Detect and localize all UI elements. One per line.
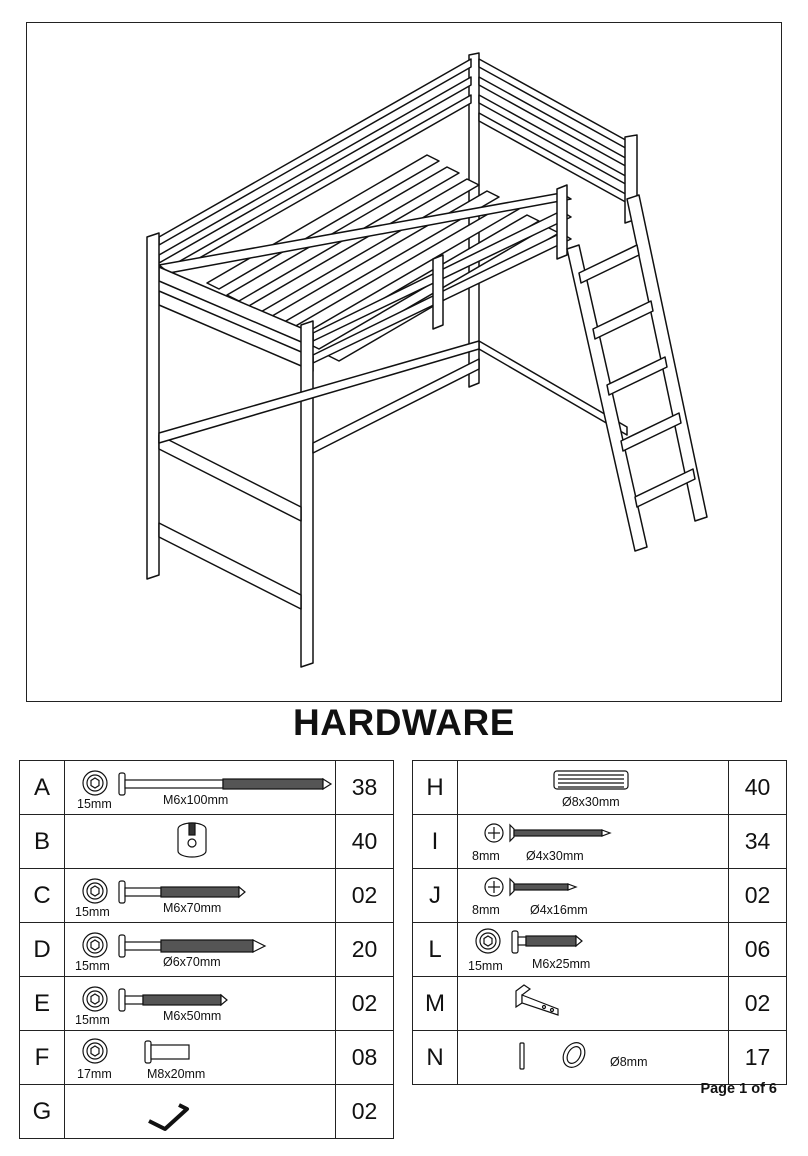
head-size-label: 8mm (472, 903, 500, 917)
part-quantity: 02 (729, 977, 787, 1031)
part-letter: B (20, 815, 65, 869)
table-row (413, 815, 787, 869)
part-letter: I (413, 815, 458, 869)
part-letter: F (20, 1031, 65, 1085)
size-label: Ø4x30mm (526, 849, 584, 863)
part-letter: G (20, 1085, 65, 1139)
part-letter: A (20, 761, 65, 815)
table-row (413, 977, 787, 1031)
size-label: M6x100mm (163, 793, 229, 807)
part-picture (65, 815, 336, 869)
table-row (20, 815, 394, 869)
part-quantity: 06 (729, 923, 787, 977)
part-quantity: 40 (729, 761, 787, 815)
part-quantity: 02 (336, 977, 394, 1031)
part-quantity: 02 (336, 869, 394, 923)
hardware-table-right (412, 760, 787, 1085)
part-quantity: 08 (336, 1031, 394, 1085)
part-picture (65, 869, 336, 923)
part-picture (458, 1031, 729, 1085)
table-row (413, 869, 787, 923)
head-size-label: 15mm (75, 959, 110, 973)
table-row (413, 761, 787, 815)
size-label: Ø4x16mm (530, 903, 588, 917)
page-number: Page 1 of 6 (700, 1081, 777, 1097)
head-size-label: 15mm (75, 1013, 110, 1027)
part-letter: M (413, 977, 458, 1031)
loft-bed-illustration (26, 22, 782, 702)
part-letter: L (413, 923, 458, 977)
head-size-label: 15mm (75, 905, 110, 919)
cap-washer-icon (458, 1031, 730, 1084)
part-picture (65, 923, 336, 977)
part-letter: J (413, 869, 458, 923)
size-label: Ø8mm (610, 1055, 648, 1069)
size-label: Ø6x70mm (163, 955, 221, 969)
table-row (20, 923, 394, 977)
barrel-nut-icon (65, 815, 337, 868)
head-size-label: 17mm (77, 1067, 112, 1081)
part-picture (65, 761, 336, 815)
head-size-label: 15mm (468, 959, 503, 973)
part-letter: H (413, 761, 458, 815)
part-picture (458, 923, 729, 977)
part-picture (458, 761, 729, 815)
part-quantity: 40 (336, 815, 394, 869)
part-letter: E (20, 977, 65, 1031)
loft-bed-drawing (27, 23, 780, 700)
metal-bracket-icon (458, 977, 730, 1030)
size-label: M6x50mm (163, 1009, 222, 1023)
part-picture (65, 1031, 336, 1085)
part-letter: N (413, 1031, 458, 1085)
hardware-table-left (19, 760, 394, 1139)
size-label: M6x25mm (532, 957, 591, 971)
part-quantity: 17 (729, 1031, 787, 1085)
allen-key-icon (65, 1085, 337, 1138)
part-picture (65, 977, 336, 1031)
table-row (413, 923, 787, 977)
table-row (20, 1085, 394, 1139)
size-label: Ø8x30mm (562, 795, 620, 809)
head-size-label: 15mm (77, 797, 112, 811)
part-picture (458, 815, 729, 869)
part-quantity: 02 (729, 869, 787, 923)
part-quantity: 38 (336, 761, 394, 815)
table-row (20, 977, 394, 1031)
part-quantity: 02 (336, 1085, 394, 1139)
part-letter: C (20, 869, 65, 923)
part-picture (65, 1085, 336, 1139)
table-row (20, 1031, 394, 1085)
part-quantity: 34 (729, 815, 787, 869)
size-label: M8x20mm (147, 1067, 206, 1081)
head-size-label: 8mm (472, 849, 500, 863)
page-title: HARDWARE (293, 702, 515, 743)
size-label: M6x70mm (163, 901, 222, 915)
table-row (413, 1031, 787, 1085)
table-row (20, 761, 394, 815)
part-picture (458, 869, 729, 923)
part-picture (458, 977, 729, 1031)
part-letter: D (20, 923, 65, 977)
table-row (20, 869, 394, 923)
part-quantity: 20 (336, 923, 394, 977)
